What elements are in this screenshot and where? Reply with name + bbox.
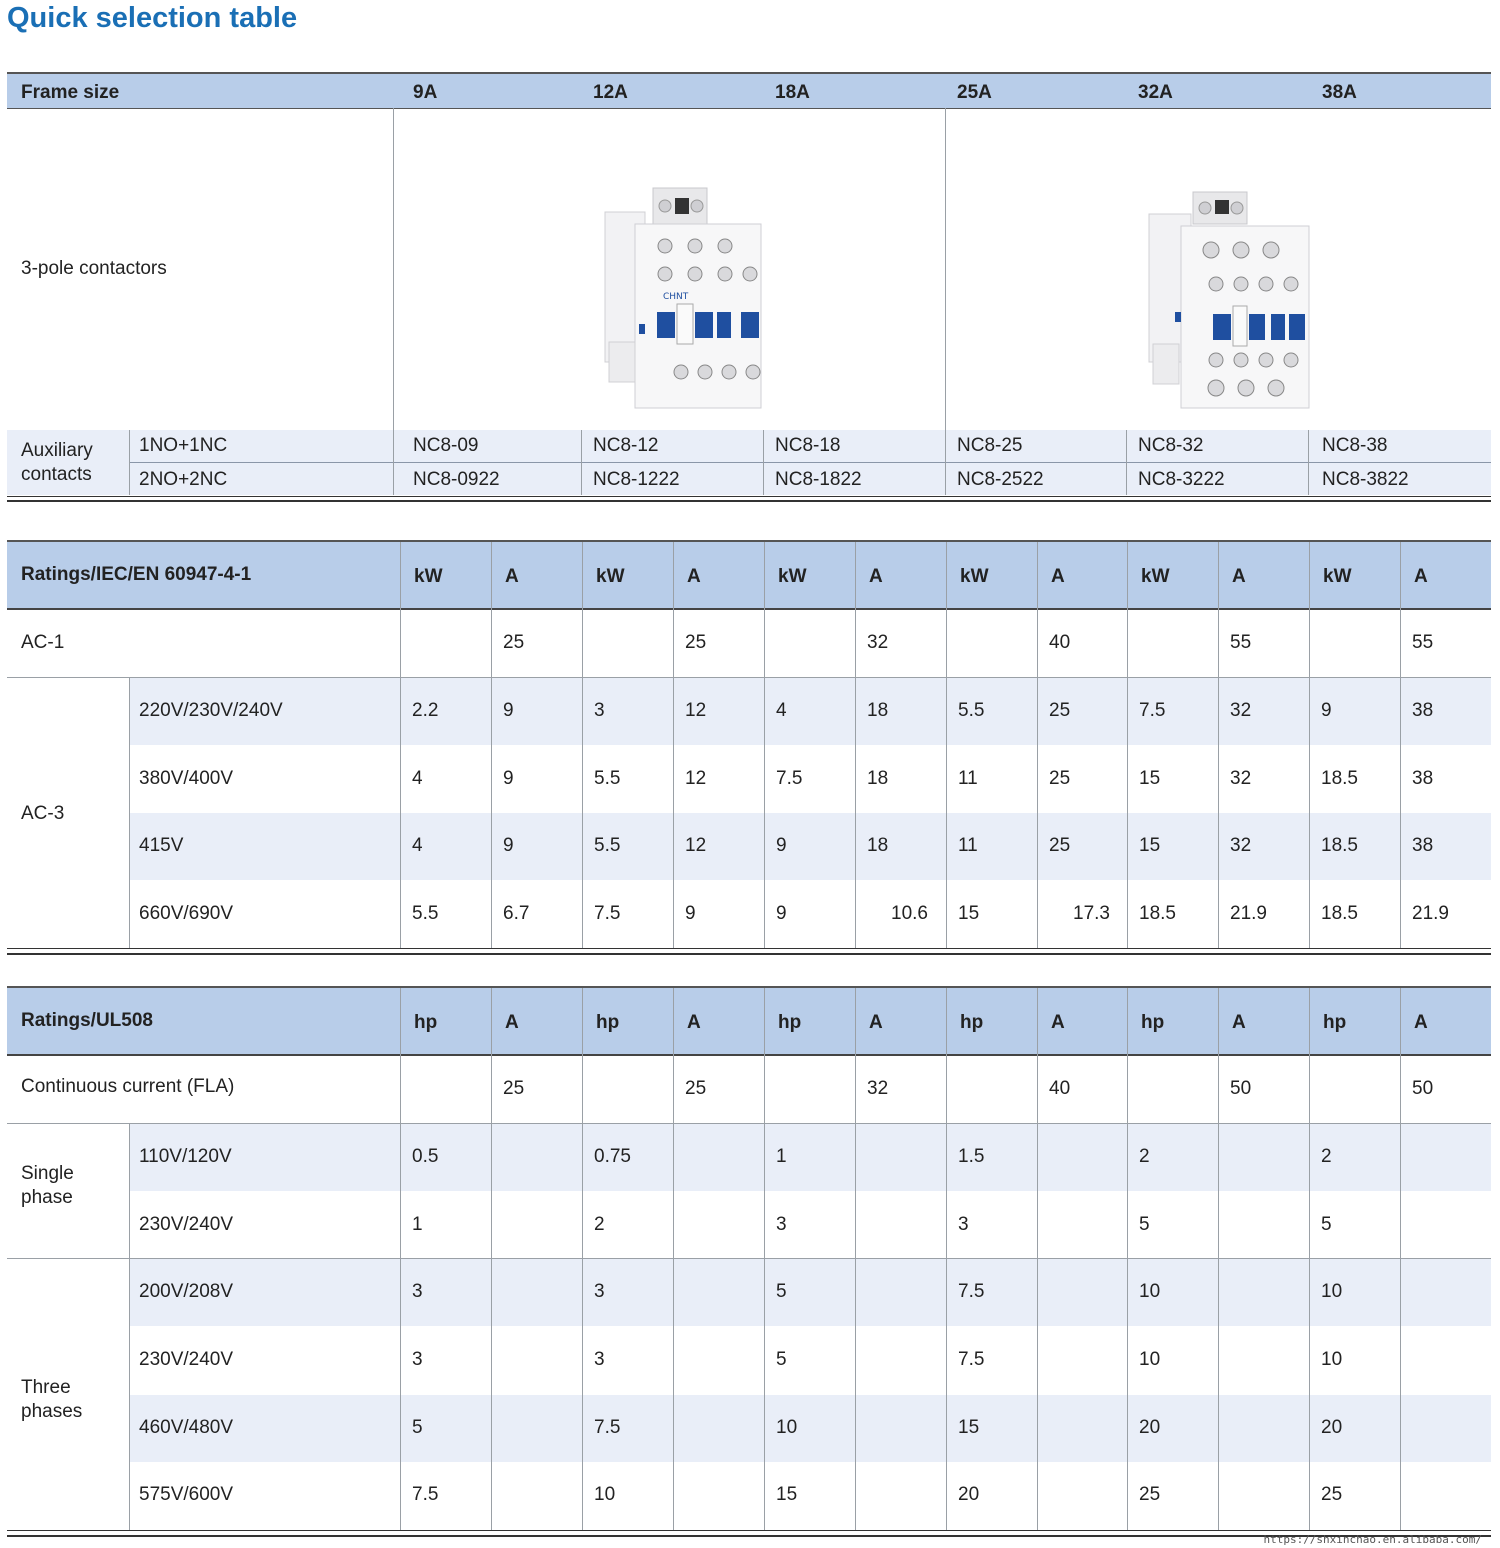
ac3-value: 15 <box>1139 835 1161 856</box>
ac3-value: 9 <box>776 835 787 856</box>
contactor-image-small <box>595 184 770 412</box>
ac3-value: 18.5 <box>1321 767 1358 789</box>
ul-header-label: Ratings/UL508 <box>21 1010 153 1031</box>
contactor-image-large <box>1141 184 1316 412</box>
single-phase-value: 1 <box>412 1213 423 1235</box>
ac3-value: 18.5 <box>1321 835 1358 856</box>
three-phase-value: 3 <box>412 1348 423 1370</box>
ac3-value: 9 <box>685 902 696 924</box>
unit-header: hp <box>960 1012 984 1033</box>
three-phase-value: 10 <box>1139 1281 1161 1302</box>
ac3-value: 38 <box>1412 767 1434 789</box>
three-phase-value: 20 <box>1139 1416 1161 1438</box>
three-phase-value: 15 <box>958 1416 980 1438</box>
ac3-value: 9 <box>776 902 787 924</box>
unit-header: A <box>505 566 519 587</box>
ac1-value: 32 <box>867 632 889 653</box>
ac3-value: 21.9 <box>1230 902 1267 924</box>
three-phase-row <box>129 1462 1491 1529</box>
ac3-value: 15 <box>1139 767 1161 789</box>
single-phase-row <box>129 1192 1491 1259</box>
three-phase-value: 10 <box>594 1484 616 1506</box>
three-phase-value: 5 <box>776 1348 787 1370</box>
frame-38a: 38A <box>1322 82 1357 103</box>
unit-header: kW <box>778 566 807 587</box>
ac3-value: 32 <box>1230 700 1252 721</box>
single-phase-value: 3 <box>776 1213 787 1235</box>
footer-url: https://shxinchao.en.alibaba.com/ <box>1263 1533 1482 1546</box>
three-phase-value: 15 <box>776 1484 798 1506</box>
three-phase-value: 10 <box>1321 1281 1343 1302</box>
single-phase-value: 0.5 <box>412 1146 439 1167</box>
iec-header-row <box>7 542 1491 608</box>
voltage-label: 415V <box>139 835 184 856</box>
ac3-value: 5.5 <box>594 767 621 789</box>
unit-header: A <box>687 1012 701 1033</box>
ac1-value: 55 <box>1230 632 1252 653</box>
ul-header-row <box>7 988 1491 1054</box>
model-cell: NC8-3222 <box>1138 469 1225 490</box>
unit-header: hp <box>414 1012 438 1033</box>
three-phase-value: 3 <box>594 1281 605 1302</box>
unit-header: A <box>505 1012 519 1033</box>
unit-header: kW <box>1141 566 1170 587</box>
fla-row <box>7 1056 1491 1123</box>
frame-size-header-row <box>7 74 1491 108</box>
fla-value: 32 <box>867 1078 889 1099</box>
ac1-row <box>7 610 1491 677</box>
unit-header: A <box>1051 1012 1065 1033</box>
ac3-value: 6.7 <box>503 902 530 924</box>
three-phase-value: 7.5 <box>958 1281 985 1302</box>
frame-size-label: Frame size <box>21 82 120 103</box>
model-cell: NC8-38 <box>1322 435 1388 456</box>
three-phase-value: 10 <box>1321 1348 1343 1370</box>
ac3-value: 12 <box>685 700 707 721</box>
three-phase-value: 10 <box>1139 1348 1161 1370</box>
three-phase-value: 7.5 <box>412 1484 439 1506</box>
unit-header: A <box>1414 566 1428 587</box>
single-phase-value: 5 <box>1321 1213 1332 1235</box>
unit-header: kW <box>1323 566 1352 587</box>
fla-value: 50 <box>1412 1078 1434 1099</box>
three-phase-value: 7.5 <box>958 1348 985 1370</box>
ac3-value: 12 <box>685 835 707 856</box>
three-phase-value: 10 <box>776 1416 798 1438</box>
ac3-value: 7.5 <box>594 902 621 924</box>
fla-value: 40 <box>1049 1078 1071 1099</box>
product-label: 3-pole contactors <box>21 258 167 279</box>
ac3-value: 3 <box>594 700 605 721</box>
fla-value: 25 <box>503 1078 525 1099</box>
ac3-value: 9 <box>503 767 514 789</box>
frame-25a: 25A <box>957 82 992 103</box>
ac3-value: 12 <box>685 767 707 789</box>
ac3-value: 10.6 <box>891 902 928 924</box>
single-phase-row <box>129 1124 1491 1191</box>
ac1-label: AC-1 <box>21 632 65 653</box>
ac3-value: 9 <box>1321 700 1332 721</box>
ac3-value: 25 <box>1049 767 1071 789</box>
unit-header: A <box>687 566 701 587</box>
ac3-value: 32 <box>1230 835 1252 856</box>
ac3-value: 9 <box>503 835 514 856</box>
ac3-value: 5.5 <box>412 902 439 924</box>
frame-9a: 9A <box>413 82 438 103</box>
ac3-value: 18.5 <box>1139 902 1176 924</box>
model-cell: NC8-18 <box>775 435 841 456</box>
ac3-row <box>129 881 1491 948</box>
single-label-line1: Single <box>21 1163 74 1184</box>
fla-value: 50 <box>1230 1078 1252 1099</box>
ac3-label: AC-3 <box>21 803 65 824</box>
ac1-value: 40 <box>1049 632 1071 653</box>
ac3-value: 25 <box>1049 835 1071 856</box>
voltage-label: 110V/120V <box>139 1146 232 1167</box>
single-phase-value: 5 <box>1139 1213 1150 1235</box>
model-cell: NC8-2522 <box>957 469 1044 490</box>
iec-header-label: Ratings/IEC/EN 60947-4-1 <box>21 564 252 585</box>
three-phase-value: 3 <box>412 1281 423 1302</box>
aux-label-line1: Auxiliary <box>21 440 93 461</box>
brand-text: CHNT <box>663 292 689 302</box>
unit-header: hp <box>778 1012 802 1033</box>
unit-header: kW <box>414 566 443 587</box>
model-cell: NC8-12 <box>593 435 659 456</box>
model-cell: NC8-0922 <box>413 469 500 490</box>
fla-value: 25 <box>685 1078 707 1099</box>
unit-header: kW <box>960 566 989 587</box>
unit-header: A <box>1232 1012 1246 1033</box>
three-phase-value: 25 <box>1139 1484 1161 1506</box>
single-phase-value: 0.75 <box>594 1146 631 1167</box>
page-title: Quick selection table <box>7 2 298 34</box>
ac3-value: 4 <box>412 835 423 856</box>
model-cell: NC8-32 <box>1138 435 1204 456</box>
ac3-value: 5.5 <box>958 700 985 721</box>
ac3-value: 32 <box>1230 767 1252 789</box>
unit-header: hp <box>1323 1012 1347 1033</box>
model-cell: NC8-25 <box>957 435 1023 456</box>
ac3-value: 17.3 <box>1073 902 1110 924</box>
frame-size-table <box>7 72 1491 504</box>
unit-header: A <box>1051 566 1065 587</box>
ac1-value: 25 <box>503 632 525 653</box>
aux-label-line2: contacts <box>21 464 92 485</box>
three-phase-value: 3 <box>594 1348 605 1370</box>
ac3-row <box>129 813 1491 880</box>
ac1-value: 55 <box>1412 632 1434 653</box>
frame-12a: 12A <box>593 82 628 103</box>
single-phase-value: 2 <box>1321 1146 1332 1167</box>
ac3-row <box>129 746 1491 813</box>
voltage-label: 230V/240V <box>139 1213 234 1235</box>
single-phase-value: 2 <box>1139 1146 1150 1167</box>
ac3-value: 18 <box>867 835 889 856</box>
voltage-label: 200V/208V <box>139 1281 234 1302</box>
ac3-value: 4 <box>776 700 787 721</box>
ac3-value: 4 <box>412 767 423 789</box>
frame-18a: 18A <box>775 82 810 103</box>
ul508-ratings-table <box>7 986 1491 1538</box>
voltage-label: 230V/240V <box>139 1348 234 1370</box>
single-phase-value: 2 <box>594 1213 605 1235</box>
aux-type: 1NO+1NC <box>139 435 228 456</box>
ac3-value: 21.9 <box>1412 902 1449 924</box>
single-phase-value: 3 <box>958 1213 969 1235</box>
single-phase-value: 1 <box>776 1146 787 1167</box>
three-label-line2: phases <box>21 1401 83 1422</box>
aux-row-2no2nc <box>7 463 1491 495</box>
ac3-value: 11 <box>958 835 978 856</box>
three-phase-value: 20 <box>958 1484 980 1506</box>
iec-ratings-table <box>7 540 1491 960</box>
voltage-label: 660V/690V <box>139 902 234 924</box>
three-phase-value: 25 <box>1321 1484 1343 1506</box>
ac3-value: 9 <box>503 700 514 721</box>
three-phase-row <box>129 1395 1491 1462</box>
aux-label-block <box>7 430 129 495</box>
ac3-value: 15 <box>958 902 980 924</box>
ac3-value: 18 <box>867 700 889 721</box>
ac3-value: 38 <box>1412 700 1434 721</box>
three-phase-row <box>129 1327 1491 1394</box>
single-phase-value: 1.5 <box>958 1146 985 1167</box>
three-phase-value: 5 <box>412 1416 423 1438</box>
fla-label: Continuous current (FLA) <box>21 1076 235 1097</box>
ac3-value: 38 <box>1412 835 1434 856</box>
three-phase-value: 20 <box>1321 1416 1343 1438</box>
unit-header: hp <box>1141 1012 1165 1033</box>
voltage-label: 460V/480V <box>139 1416 234 1438</box>
ac3-row <box>129 678 1491 745</box>
unit-header: kW <box>596 566 625 587</box>
model-cell: NC8-09 <box>413 435 479 456</box>
ac3-value: 11 <box>958 767 978 789</box>
three-phase-row <box>129 1259 1491 1326</box>
three-label-line1: Three <box>21 1377 71 1398</box>
frame-32a: 32A <box>1138 82 1173 103</box>
ac3-value: 2.2 <box>412 700 439 721</box>
voltage-label: 380V/400V <box>139 767 234 789</box>
single-label-line2: phase <box>21 1187 73 1208</box>
unit-header: A <box>1414 1012 1428 1033</box>
ac3-value: 7.5 <box>776 767 803 789</box>
ac3-value: 7.5 <box>1139 700 1166 721</box>
unit-header: A <box>1232 566 1246 587</box>
three-phase-value: 5 <box>776 1281 787 1302</box>
ac3-value: 25 <box>1049 700 1071 721</box>
voltage-label: 220V/230V/240V <box>139 700 283 721</box>
model-cell: NC8-1822 <box>775 469 862 490</box>
unit-header: hp <box>596 1012 620 1033</box>
voltage-label: 575V/600V <box>139 1484 234 1506</box>
ac3-value: 18 <box>867 767 889 789</box>
unit-header: A <box>869 566 883 587</box>
three-phase-value: 7.5 <box>594 1416 621 1438</box>
aux-row-1no1nc <box>7 430 1491 462</box>
model-cell: NC8-3822 <box>1322 469 1409 490</box>
ac3-value: 5.5 <box>594 835 621 856</box>
aux-type: 2NO+2NC <box>139 469 228 490</box>
model-cell: NC8-1222 <box>593 469 680 490</box>
ac1-value: 25 <box>685 632 707 653</box>
unit-header: A <box>869 1012 883 1033</box>
ac3-value: 18.5 <box>1321 902 1358 924</box>
